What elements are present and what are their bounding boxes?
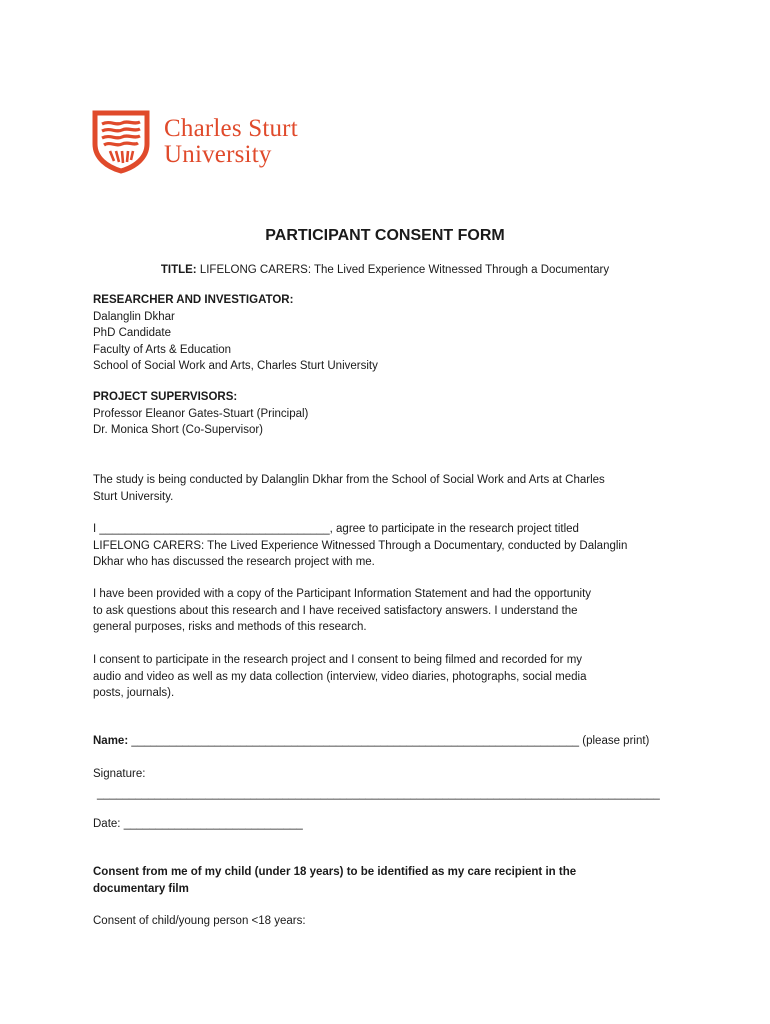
date-field[interactable] (93, 816, 303, 833)
signature-blank[interactable]: ________________________________________________________________________________________ (97, 788, 660, 800)
child-consent-heading (93, 864, 693, 897)
study-statement (93, 472, 693, 505)
supervisors-section (93, 389, 693, 439)
university-name-line2: University (164, 141, 272, 168)
supervisors-heading: PROJECT SUPERVISORS: (93, 391, 238, 403)
supervisor-principal: Professor Eleanor Gates-Stuart (Principal) (93, 407, 309, 420)
child-consent-label: Consent of child/young person <18 years: (93, 915, 306, 927)
researcher-faculty: Faculty of Arts & Education (93, 343, 232, 356)
researcher-school: School of Social Work and Arts, Charles Sturt University (93, 360, 378, 373)
agreement-line: Dkhar who has discussed the research project with me. (93, 556, 375, 569)
information-line: I have been provided with a copy of the Participant Information Statement and had the opportunity (93, 588, 592, 600)
consent-line: posts, journals). (93, 687, 175, 700)
university-logo (92, 110, 298, 174)
university-name (164, 116, 298, 168)
consent-line: I consent to participate in the research project and I consent to being filmed and recorded for my (93, 654, 583, 666)
date-label: Date: (93, 818, 121, 830)
study-title (0, 263, 770, 278)
agreement-line: I ____________________________________, agree to participate in the research project titled (93, 523, 579, 535)
researcher-heading: RESEARCHER AND INVESTIGATOR: (93, 294, 294, 306)
researcher-name: Dalanglin Dkhar (93, 310, 175, 323)
agreement-line: LIFELONG CARERS: The Lived Experience Witnessed Through a Documentary, conducted by Dalanglin (93, 539, 628, 552)
name-field[interactable] (93, 733, 649, 750)
information-line: general purposes, risks and methods of this research. (93, 621, 367, 634)
name-label: Name: (93, 735, 129, 747)
information-statement (93, 586, 693, 636)
signature-label: Signature: (93, 768, 146, 780)
name-note: (please print) (582, 735, 650, 747)
study-title-label: TITLE: (160, 264, 197, 276)
child-consent-line: Consent from me of my child (under 18 years) to be identified as my care recipient in the (93, 866, 577, 878)
child-consent-line: documentary film (93, 882, 189, 895)
researcher-role: PhD Candidate (93, 327, 171, 340)
supervisor-co: Dr. Monica Short (Co-Supervisor) (93, 424, 263, 437)
name-blank[interactable]: ______________________________________________________________________ (128, 735, 580, 747)
form-title: PARTICIPANT CONSENT FORM (265, 227, 505, 244)
study-title-text: LIFELONG CARERS: The Lived Experience Witnessed Through a Documentary (196, 264, 610, 276)
consent-line: audio and video as well as my data collection (interview, video diaries, photographs, social media (93, 670, 587, 683)
university-crest-icon (92, 110, 150, 174)
university-name-line1: Charles Sturt (164, 115, 298, 142)
study-statement-line: Sturt University. (93, 490, 174, 503)
information-line: to ask questions about this research and I have received satisfactory answers. I understand the (93, 604, 578, 617)
consent-statement (93, 652, 693, 702)
agreement-statement (93, 521, 693, 571)
researcher-section (93, 292, 693, 375)
date-blank[interactable]: ____________________________ (120, 818, 303, 830)
study-statement-line: The study is being conducted by Dalanglin Dkhar from the School of Social Work and Arts at Charles (93, 474, 605, 486)
